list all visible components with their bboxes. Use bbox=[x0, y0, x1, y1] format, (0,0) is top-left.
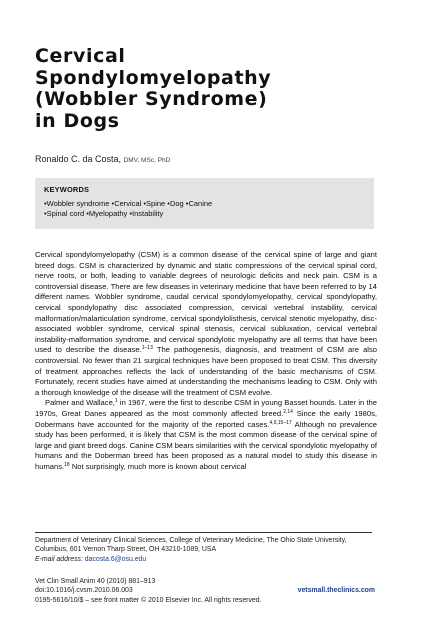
body-paragraph bbox=[35, 398, 377, 472]
issn-line: 0195-5616/10/$ – see front matter © 2010 Elsevier Inc. All rights reserved. bbox=[35, 596, 262, 604]
keyword: Spine bbox=[146, 199, 166, 208]
keyword-bullet: • bbox=[111, 199, 115, 208]
title-line: Cervical bbox=[35, 45, 126, 67]
keyword-bullet: • bbox=[167, 199, 170, 208]
author-line bbox=[35, 154, 170, 164]
keyword: Spinal cord bbox=[46, 209, 85, 218]
keywords-line bbox=[44, 209, 365, 219]
keyword-bullet: • bbox=[44, 199, 47, 208]
article-body bbox=[35, 250, 377, 472]
keyword: Cervical bbox=[114, 199, 142, 208]
citation-superscript: 4,9,15–17 bbox=[269, 419, 292, 426]
journal-line: Vet Clin Small Anim 40 (2010) 881–913 bbox=[35, 578, 156, 585]
author-degrees: DMV, MSc, PhD bbox=[123, 157, 171, 164]
keyword: Myelopathy bbox=[88, 209, 128, 218]
text-run: Not surprisingly, much more is known about cervical bbox=[69, 461, 247, 471]
text-run: Palmer and Wallace, bbox=[45, 398, 115, 408]
text-run: in 1967, were the first to describe CSM in young Basset hounds. Later in the 1970s, Great Danes appeared as the most commonly affected breed. bbox=[35, 398, 378, 418]
email-link[interactable]: dacosta.6@osu.edu bbox=[84, 555, 147, 563]
keyword-bullet: • bbox=[185, 199, 189, 208]
article-title bbox=[35, 46, 395, 132]
citation-superscript: 2,14 bbox=[283, 408, 293, 415]
keyword: Wobbler syndrome bbox=[46, 199, 110, 208]
keyword: Canine bbox=[188, 199, 213, 208]
doi: doi:10.1016/j.cvsm.2010.06.003 bbox=[35, 587, 133, 595]
email-label: E-mail address: bbox=[35, 555, 83, 563]
keywords-heading: KEYWORDS bbox=[44, 185, 90, 194]
footer-divider bbox=[35, 532, 372, 533]
footer-affiliation-block bbox=[35, 536, 375, 564]
text-run: Although no prevalence study has been performed, it is likely that CSM is the most common disease of the cervical spine of large and giant breed dogs. Canine CSM bears similarities with the cervical spondylotic myelopathy of humans and the Doberman breed has been proposed as a natural model to study this disease in humans. bbox=[35, 419, 378, 471]
email-line bbox=[35, 555, 375, 564]
keyword-bullet: • bbox=[143, 199, 147, 208]
body-paragraph bbox=[35, 250, 377, 398]
title-line: Spondylomyelopathy bbox=[35, 66, 272, 89]
keywords-box bbox=[35, 178, 374, 229]
text-run: Since the early 1980s, Dobermans have accounted for the majority of the reported cases. bbox=[35, 408, 377, 429]
author-name: Ronaldo C. da Costa, bbox=[35, 154, 122, 164]
affiliation: Department of Veterinary Clinical Sciences, College of Veterinary Medicine, The Ohio State University, Columbus, 601 Vernon Tharp Street, OH 43210-1089, USA bbox=[35, 537, 347, 554]
text-run: The pathogenesis, diagnosis, and treatment of CSM are also controversial. No fewer than 21 surgical techniques have been proposed to treat CSM. This diversity of treatment approaches reflects the lack of understanding of the basic mechanisms of CSM. Fortunately, recent studies have aimed at understanding the mechanisms leading to CSM. Only with a thorough knowledge of the disease will the treatment of CSM evolve. bbox=[35, 345, 377, 397]
title-line: in Dogs bbox=[35, 109, 120, 132]
citation-superscript: 1–13 bbox=[141, 345, 153, 352]
keywords-line bbox=[44, 199, 365, 209]
citation-block bbox=[35, 577, 375, 605]
keyword: Dog bbox=[169, 199, 184, 208]
keyword-bullet: • bbox=[44, 209, 47, 218]
keyword-bullet: • bbox=[86, 209, 89, 218]
website-link[interactable]: vetsmall.theclinics.com bbox=[297, 587, 375, 595]
title-line: (Wobbler Syndrome) bbox=[35, 88, 268, 110]
keyword-bullet: • bbox=[129, 209, 132, 218]
text-run: Cervical spondylomyelopathy (CSM) is a common disease of the cervical spine of large and giant breed dogs. CSM is characterized by dynamic and static compressions of the cervical spinal cord, nerve roots, or both, leading to variable degrees of neurologic deficits and neck pain. CSM is a controversial disease. There are few diseases in veterinary medicine that have been referred to by 14 different names. Wobbler syndrome, caudal cervical spondylomyelopathy, cervical spondylopathy, cervical spondylopathy disc associated compression, cervical vertebral instability, cervical malformation/malarticulation syndrome, cervical spondylolisthesis, cervical stenotic myelopathy, disc-associated wobbler syndrome, cervical spinal stenosis, cervical subluxation, cervical vertebral instability-malformation syndrome, and cervical spondylotic myelopathy are all terms that have been used to describe the disease. bbox=[35, 250, 377, 355]
citation-superscript: 18 bbox=[64, 461, 70, 468]
citation-superscript: 1 bbox=[114, 398, 118, 405]
keyword: Instability bbox=[132, 209, 164, 218]
doi-line bbox=[35, 586, 375, 595]
